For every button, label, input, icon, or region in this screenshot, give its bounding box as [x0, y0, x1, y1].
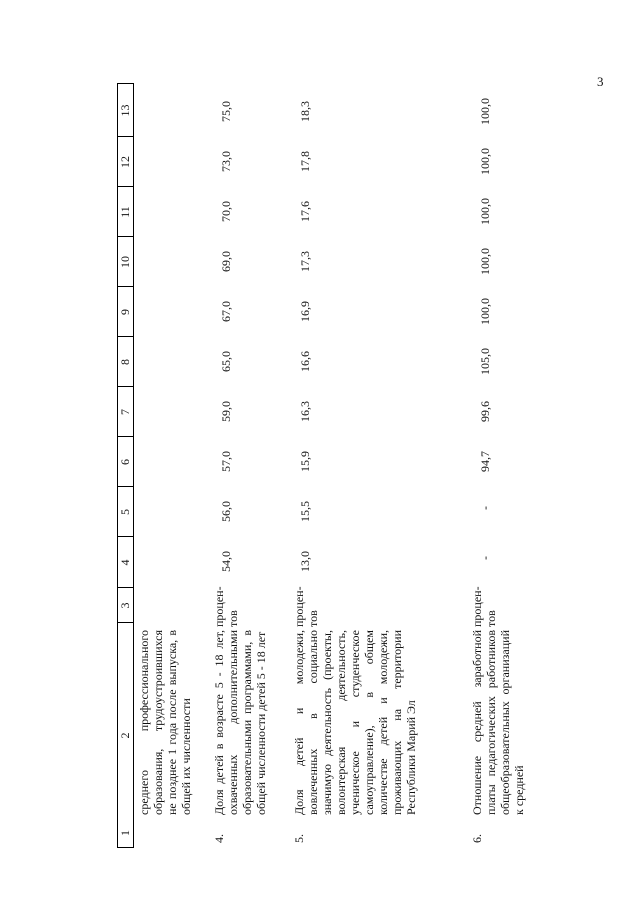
row-value: 99,6 [478, 401, 492, 422]
row-value: 59,0 [219, 401, 233, 422]
row-value: - [478, 506, 492, 510]
row-value: 57,0 [219, 451, 233, 472]
column-header: 7 [118, 409, 132, 415]
row-value: 17,8 [298, 151, 312, 172]
column-header: 11 [118, 206, 132, 218]
row-value: 16,6 [298, 351, 312, 372]
row-value: 69,0 [219, 251, 233, 272]
row-value: 65,0 [219, 351, 233, 372]
row-value: 17,3 [298, 251, 312, 272]
row-value: 94,7 [478, 451, 492, 472]
column-header: 12 [118, 156, 132, 168]
row-unit: процен-тов [470, 586, 498, 627]
row-indicator-name: Доля детей и молодежи, вовлеченных в социально значимую деятельность (проекты, волонтерская деятельность, ученическое и студенческое самоуправление), в общем количестве детей и молодежи, проживающих на территории Республики Марий Эл [292, 630, 418, 815]
row-value: 16,3 [298, 401, 312, 422]
row-value: - [478, 556, 492, 560]
row-value: 100,0 [478, 298, 492, 325]
row-number: 4. [212, 834, 226, 843]
row-number: 5. [292, 834, 306, 843]
row-value: 67,0 [219, 301, 233, 322]
row-indicator-name: Доля детей в возрасте 5 - 18 лет, охваченных дополнительными образовательными программами, в общей численности детей 5 - 18 лет [212, 630, 268, 815]
column-header: 13 [118, 104, 132, 117]
row-value: 15,9 [298, 451, 312, 472]
column-header: 2 [118, 732, 132, 739]
row-number: 6. [470, 834, 484, 843]
row-value: 75,0 [219, 101, 233, 122]
row-value: 70,0 [219, 201, 233, 222]
row-value: 13,0 [298, 551, 312, 572]
continued-row-text: среднего профессионального образования, трудоустроившихся не позднее 1 года после выпуска, в общей их численности [137, 630, 193, 815]
column-header: 3 [118, 602, 132, 609]
row-indicator-name: Отношение средней заработной платы педагогических работников общеобразовательных организаций к средней [470, 630, 526, 815]
page-number: 3 [597, 74, 604, 89]
column-header: 5 [118, 509, 132, 515]
column-header: 6 [118, 459, 132, 465]
column-header: 10 [118, 256, 132, 268]
column-header: 8 [118, 359, 132, 365]
row-value: 73,0 [219, 151, 233, 172]
row-value: 16,9 [298, 301, 312, 322]
row-unit: процен-тов [212, 586, 240, 627]
row-value: 18,3 [298, 101, 312, 122]
header-bottom-line [133, 83, 134, 848]
row-value: 100,0 [478, 148, 492, 175]
row-value: 17,6 [298, 201, 312, 222]
row-value: 100,0 [478, 198, 492, 225]
row-value: 56,0 [219, 501, 233, 522]
row-value: 100,0 [478, 98, 492, 125]
row-value: 105,0 [478, 348, 492, 375]
column-header: 9 [118, 309, 132, 315]
row-unit: процен-тов [292, 586, 320, 627]
row-value: 100,0 [478, 248, 492, 275]
row-value: 54,0 [219, 551, 233, 572]
column-header: 4 [118, 559, 132, 566]
row-value: 15,5 [298, 501, 312, 522]
column-header: 1 [118, 830, 132, 836]
